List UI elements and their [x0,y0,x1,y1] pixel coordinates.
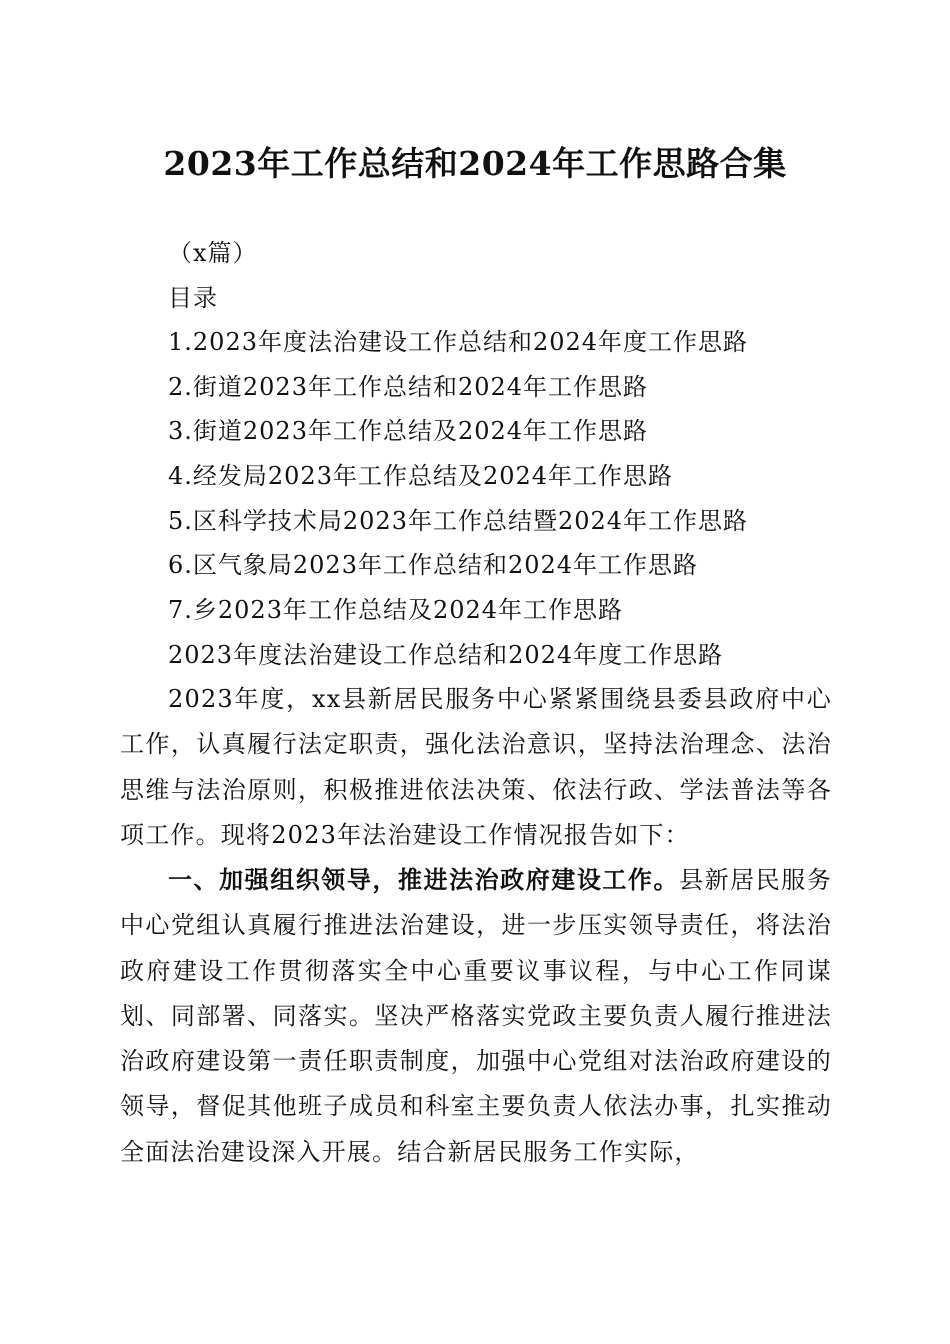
toc-item: 7.乡2023年工作总结及2024年工作思路 [168,596,624,624]
count-note: （x篇） [168,239,258,267]
section1-body: 县新居民服务中心党组认真履行推进法治建设，进一步压实领导责任，将法治政府建设工作贯彻落实全中心重要议事议程，与中心工作同谋划、同部署、同落实。坚决严格落实党政主要负责人履行推进法治政府建设第一责任职责制度，加强中心党组对法治政府建设的领导，督促其他班子成员和科室主要负责人依法办事，扎实推动全面法治建设深入开展。结合新居民服务工作实际， [120,866,833,1166]
toc-item: 1.2023年度法治建设工作总结和2024年度工作思路 [168,328,749,356]
intro-paragraph: 2023年度，xx县新居民服务中心紧紧围绕县委县政府中心工作，认真履行法定职责，强化法治意识，坚持法治理念、法治思维与法治原则，积极推进依法决策、依法行政、学法普法等各项工作。现将2023年法治建设工作情况报告如下： [120,685,832,849]
toc-item: 6.区气象局2023年工作总结和2024年工作思路 [168,551,699,579]
toc-item: 4.经发局2023年工作总结及2024年工作思路 [168,462,674,490]
toc-item: 5.区科学技术局2023年工作总结暨2024年工作思路 [168,507,749,535]
toc-heading: 目录 [168,284,218,312]
section1-heading: 一、加强组织领导，推进法治政府建设工作。 [168,866,680,894]
toc-item: 3.街道2023年工作总结及2024年工作思路 [168,417,649,445]
toc-item: 2.街道2023年工作总结和2024年工作思路 [168,373,649,401]
section1-paragraph [120,858,832,1175]
article-title: 2023年度法治建设工作总结和2024年度工作思路 [168,641,724,669]
document-title: 2023年工作总结和2024年工作思路合集 [163,144,787,183]
